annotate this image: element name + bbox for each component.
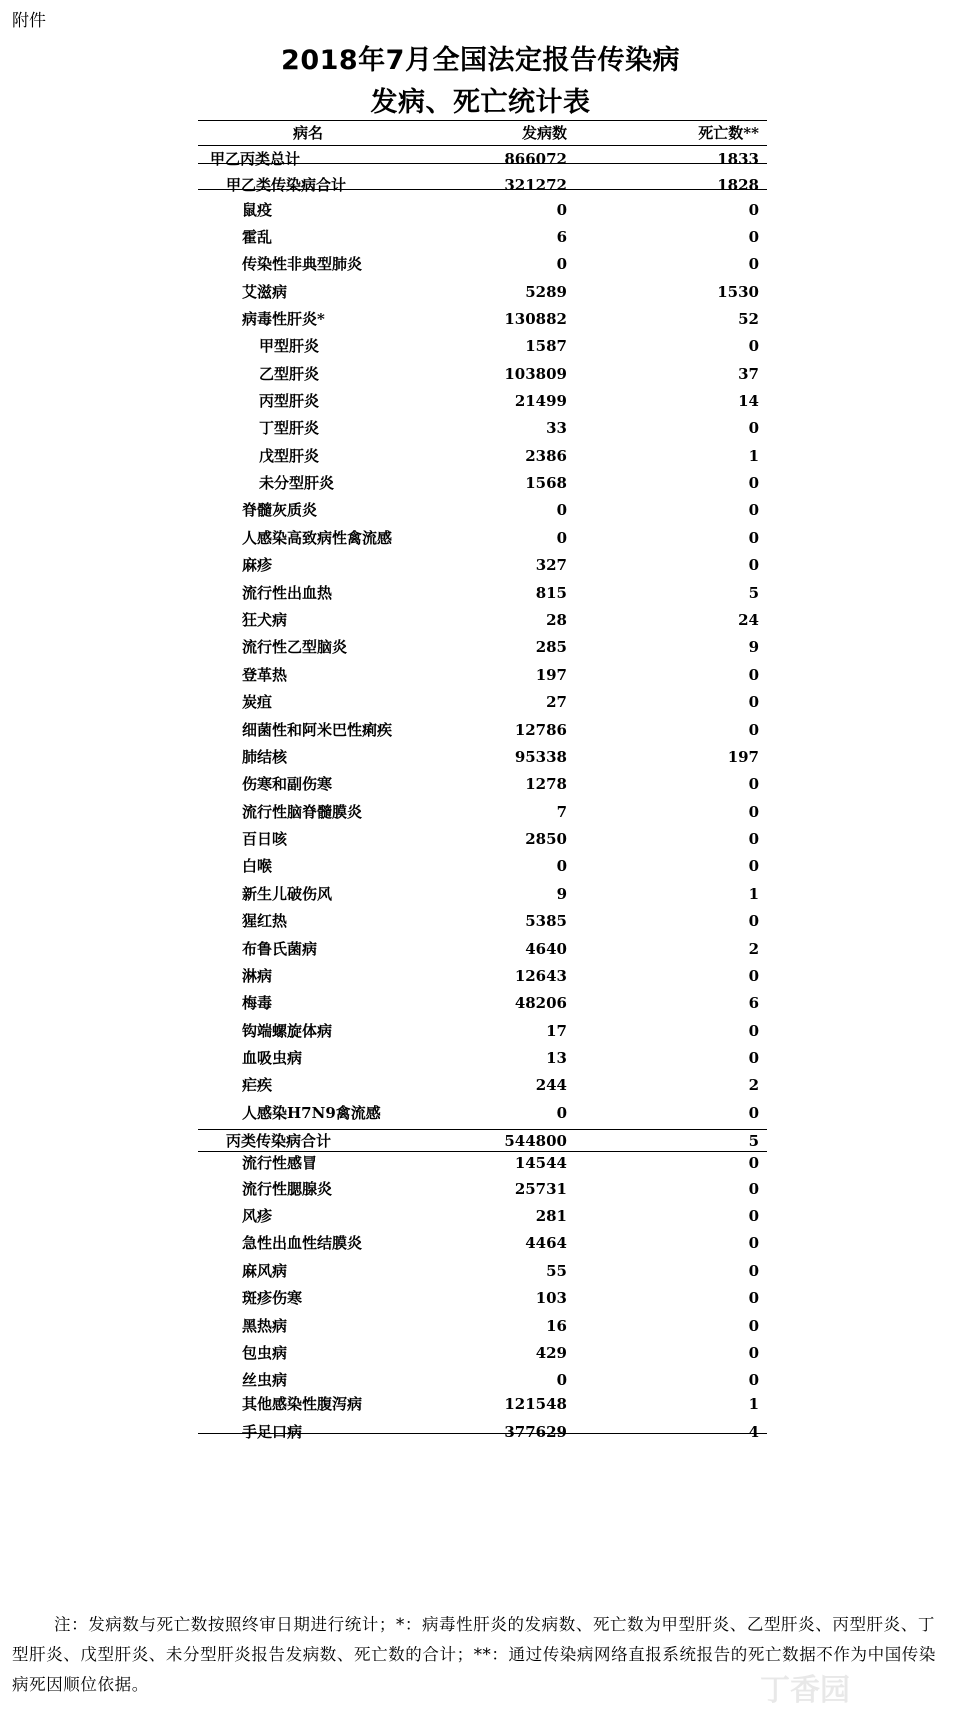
cell-cases: 4640 xyxy=(525,940,567,958)
cell-cases: 1278 xyxy=(525,775,567,793)
cell-cases: 1568 xyxy=(525,474,567,492)
cell-deaths: 0 xyxy=(748,1154,759,1172)
cell-name: 猩红热 xyxy=(242,912,288,930)
cell-deaths: 0 xyxy=(748,1234,759,1252)
watermark: 丁香园 xyxy=(760,1673,850,1708)
cell-name: 人感染高致病性禽流感 xyxy=(242,529,393,547)
rule-before-c-total xyxy=(198,1129,767,1130)
cell-name: 淋病 xyxy=(242,967,273,985)
cell-deaths: 0 xyxy=(748,1207,759,1225)
cell-cases: 13 xyxy=(546,1049,567,1067)
cell-name: 手足口病 xyxy=(242,1423,303,1441)
table-row xyxy=(198,445,767,467)
table-row xyxy=(198,1232,767,1254)
cell-name: 包虫病 xyxy=(242,1344,288,1362)
cell-deaths: 6 xyxy=(748,994,759,1012)
header-cases: 发病数 xyxy=(521,124,567,142)
cell-name: 狂犬病 xyxy=(242,611,288,629)
cell-name: 伤寒和副伤寒 xyxy=(242,775,333,793)
cell-cases: 121548 xyxy=(504,1395,567,1413)
cell-deaths: 0 xyxy=(748,912,759,930)
cell-deaths: 0 xyxy=(748,201,759,219)
cell-name: 甲乙类传染病合计 xyxy=(226,176,347,194)
cell-cases: 14544 xyxy=(514,1154,567,1172)
cell-cases: 244 xyxy=(535,1076,567,1094)
table-row xyxy=(198,1130,767,1152)
cell-name: 脊髓灰质炎 xyxy=(242,501,318,519)
cell-name: 病毒性肝炎* xyxy=(242,310,325,328)
table-top-rule xyxy=(198,120,767,121)
cell-name: 新生儿破伤风 xyxy=(242,885,333,903)
cell-cases: 0 xyxy=(556,1371,567,1389)
page-title-line2: 发病、死亡统计表 xyxy=(370,87,591,118)
cell-deaths: 14 xyxy=(738,392,759,410)
table-row xyxy=(198,910,767,932)
cell-cases: 5289 xyxy=(525,283,567,301)
cell-deaths: 0 xyxy=(748,529,759,547)
table-row xyxy=(198,1047,767,1069)
table-row xyxy=(198,174,767,196)
cell-deaths: 1 xyxy=(748,885,759,903)
table-row xyxy=(198,499,767,521)
cell-name: 传染性非典型肺炎 xyxy=(242,255,363,273)
cell-name: 细菌性和阿米巴性痢疾 xyxy=(242,721,393,739)
cell-cases: 0 xyxy=(556,501,567,519)
cell-deaths: 0 xyxy=(748,255,759,273)
cell-name: 疟疾 xyxy=(242,1076,273,1094)
table-row xyxy=(198,417,767,439)
cell-cases: 12643 xyxy=(514,967,567,985)
cell-name: 钩端螺旋体病 xyxy=(242,1022,333,1040)
cell-name: 梅毒 xyxy=(242,994,273,1012)
rule-after-ab-total xyxy=(198,189,767,190)
cell-name: 戊型肝炎 xyxy=(259,447,320,465)
cell-cases: 815 xyxy=(535,584,567,602)
cell-deaths: 0 xyxy=(748,474,759,492)
cell-deaths: 0 xyxy=(748,693,759,711)
table-header-row xyxy=(198,122,767,144)
cell-deaths: 5 xyxy=(748,1132,759,1150)
table-row xyxy=(198,883,767,905)
cell-name: 麻风病 xyxy=(242,1262,288,1280)
cell-cases: 33 xyxy=(546,419,567,437)
table-row xyxy=(198,363,767,385)
table-row xyxy=(198,148,767,170)
cell-cases: 12786 xyxy=(514,721,567,739)
cell-cases: 0 xyxy=(556,857,567,875)
cell-cases: 0 xyxy=(556,255,567,273)
table-row xyxy=(198,226,767,248)
table-row xyxy=(198,938,767,960)
cell-cases: 4464 xyxy=(525,1234,567,1252)
table-row xyxy=(198,1421,767,1443)
cell-cases: 103809 xyxy=(504,365,567,383)
table-row xyxy=(198,1020,767,1042)
cell-deaths: 0 xyxy=(748,1344,759,1362)
cell-deaths: 0 xyxy=(748,721,759,739)
cell-name: 炭疽 xyxy=(242,693,273,711)
cell-name: 白喉 xyxy=(242,857,273,875)
cell-deaths: 4 xyxy=(748,1423,759,1441)
table-row xyxy=(198,308,767,330)
cell-deaths: 1833 xyxy=(717,150,759,168)
table-row xyxy=(198,992,767,1014)
cell-name: 肺结核 xyxy=(242,748,288,766)
cell-cases: 285 xyxy=(535,638,567,656)
cell-cases: 21499 xyxy=(514,392,567,410)
cell-cases: 103 xyxy=(535,1289,567,1307)
cell-name: 鼠疫 xyxy=(242,201,273,219)
cell-name: 百日咳 xyxy=(242,830,288,848)
table-row xyxy=(198,1074,767,1096)
cell-name: 人感染H7N9禽流感 xyxy=(242,1104,381,1122)
cell-cases: 16 xyxy=(546,1317,567,1335)
cell-deaths: 1 xyxy=(748,447,759,465)
table-row xyxy=(198,582,767,604)
cell-cases: 5385 xyxy=(525,912,567,930)
cell-cases: 2850 xyxy=(525,830,567,848)
cell-deaths: 9 xyxy=(748,638,759,656)
cell-name: 丝虫病 xyxy=(242,1371,288,1389)
cell-cases: 7 xyxy=(556,803,567,821)
cell-deaths: 0 xyxy=(748,1049,759,1067)
cell-deaths: 0 xyxy=(748,556,759,574)
cell-cases: 327 xyxy=(535,556,567,574)
cell-deaths: 0 xyxy=(748,803,759,821)
table-row xyxy=(198,1260,767,1282)
cell-cases: 197 xyxy=(535,666,567,684)
cell-deaths: 0 xyxy=(748,857,759,875)
cell-cases: 6 xyxy=(556,228,567,246)
table-row xyxy=(198,965,767,987)
attachment-label: 附件 xyxy=(12,11,46,31)
table-row xyxy=(198,527,767,549)
cell-cases: 95338 xyxy=(514,748,567,766)
cell-deaths: 5 xyxy=(748,584,759,602)
table-row xyxy=(198,472,767,494)
cell-name: 艾滋病 xyxy=(242,283,288,301)
cell-deaths: 0 xyxy=(748,228,759,246)
cell-name: 丁型肝炎 xyxy=(259,419,320,437)
rule-after-grand-total xyxy=(198,163,767,164)
cell-name: 流行性感冒 xyxy=(242,1154,318,1172)
cell-deaths: 1 xyxy=(748,1395,759,1413)
table-row xyxy=(198,390,767,412)
cell-deaths: 37 xyxy=(738,365,759,383)
cell-cases: 9 xyxy=(556,885,567,903)
cell-name: 未分型肝炎 xyxy=(259,474,335,492)
cell-cases: 866072 xyxy=(504,150,567,168)
cell-name: 麻疹 xyxy=(242,556,273,574)
table-row xyxy=(198,691,767,713)
cell-deaths: 0 xyxy=(748,1104,759,1122)
header-name: 病名 xyxy=(293,124,324,142)
cell-cases: 28 xyxy=(546,611,567,629)
cell-name: 丙型肝炎 xyxy=(259,392,320,410)
table-row xyxy=(198,609,767,631)
table-row xyxy=(198,773,767,795)
table-row xyxy=(198,1369,767,1391)
rule-after-c-total xyxy=(198,1151,767,1152)
table-row xyxy=(198,199,767,221)
cell-name: 血吸虫病 xyxy=(242,1049,303,1067)
cell-cases: 429 xyxy=(535,1344,567,1362)
cell-name: 急性出血性结膜炎 xyxy=(242,1234,363,1252)
cell-name: 流行性乙型脑炎 xyxy=(242,638,348,656)
cell-cases: 377629 xyxy=(504,1423,567,1441)
cell-deaths: 0 xyxy=(748,666,759,684)
cell-name: 流行性脑脊髓膜炎 xyxy=(242,803,363,821)
cell-deaths: 0 xyxy=(748,1022,759,1040)
table-row xyxy=(198,253,767,275)
cell-deaths: 2 xyxy=(748,940,759,958)
cell-deaths: 0 xyxy=(748,1262,759,1280)
cell-name: 黑热病 xyxy=(242,1317,288,1335)
cell-cases: 48206 xyxy=(514,994,567,1012)
table-row xyxy=(198,1287,767,1309)
cell-cases: 281 xyxy=(535,1207,567,1225)
cell-deaths: 1828 xyxy=(717,176,759,194)
cell-name: 甲型肝炎 xyxy=(259,337,320,355)
header-deaths: 死亡数** xyxy=(698,124,759,142)
cell-deaths: 0 xyxy=(748,501,759,519)
cell-deaths: 197 xyxy=(727,748,759,766)
cell-cases: 544800 xyxy=(504,1132,567,1150)
table-row xyxy=(198,636,767,658)
table-row xyxy=(198,855,767,877)
cell-cases: 0 xyxy=(556,201,567,219)
table-row xyxy=(198,1178,767,1200)
cell-cases: 321272 xyxy=(504,176,567,194)
table-row xyxy=(198,554,767,576)
cell-deaths: 0 xyxy=(748,419,759,437)
cell-cases: 27 xyxy=(546,693,567,711)
cell-deaths: 0 xyxy=(748,1317,759,1335)
table-row xyxy=(198,1342,767,1364)
table-row xyxy=(198,1315,767,1337)
table-row xyxy=(198,664,767,686)
table-row xyxy=(198,1393,767,1415)
cell-cases: 0 xyxy=(556,1104,567,1122)
cell-name: 甲乙丙类总计 xyxy=(210,150,301,168)
table-bottom-rule xyxy=(198,1433,767,1434)
cell-name: 流行性腮腺炎 xyxy=(242,1180,333,1198)
cell-deaths: 0 xyxy=(748,1180,759,1198)
cell-name: 斑疹伤寒 xyxy=(242,1289,303,1307)
table-row xyxy=(198,335,767,357)
table-row xyxy=(198,1152,767,1174)
cell-cases: 55 xyxy=(546,1262,567,1280)
table-row xyxy=(198,1205,767,1227)
cell-cases: 2386 xyxy=(525,447,567,465)
cell-deaths: 0 xyxy=(748,337,759,355)
footnote: 注：发病数与死亡数按照终审日期进行统计；*：病毒性肝炎的发病数、死亡数为甲型肝炎、乙型肝炎、丙型肝炎、丁型肝炎、戊型肝炎、未分型肝炎报告发病数、死亡数的合计；**：通过传染病网络直报系统报告的死亡数据不作为中国传染病死因顺位依据。 xyxy=(12,1615,936,1694)
cell-deaths: 0 xyxy=(748,967,759,985)
table-row xyxy=(198,801,767,823)
cell-deaths: 0 xyxy=(748,1371,759,1389)
table-header-rule xyxy=(198,145,767,146)
cell-deaths: 52 xyxy=(738,310,759,328)
cell-deaths: 24 xyxy=(738,611,759,629)
cell-deaths: 1530 xyxy=(717,283,759,301)
table-row xyxy=(198,719,767,741)
cell-name: 霍乱 xyxy=(242,228,273,246)
cell-cases: 1587 xyxy=(525,337,567,355)
cell-cases: 130882 xyxy=(504,310,567,328)
table-row xyxy=(198,281,767,303)
cell-cases: 17 xyxy=(546,1022,567,1040)
cell-name: 丙类传染病合计 xyxy=(226,1132,332,1150)
cell-name: 登革热 xyxy=(242,666,288,684)
cell-name: 流行性出血热 xyxy=(242,584,333,602)
cell-name: 乙型肝炎 xyxy=(259,365,320,383)
table-row xyxy=(198,1102,767,1124)
table-row xyxy=(198,828,767,850)
cell-name: 布鲁氏菌病 xyxy=(242,940,318,958)
cell-deaths: 0 xyxy=(748,1289,759,1307)
cell-deaths: 0 xyxy=(748,775,759,793)
cell-cases: 0 xyxy=(556,529,567,547)
cell-cases: 25731 xyxy=(514,1180,567,1198)
page-title-line1: 2018年7月全国法定报告传染病 xyxy=(281,45,680,76)
cell-deaths: 2 xyxy=(748,1076,759,1094)
cell-name: 风疹 xyxy=(242,1207,273,1225)
cell-name: 其他感染性腹泻病 xyxy=(242,1395,363,1413)
table-row xyxy=(198,746,767,768)
cell-deaths: 0 xyxy=(748,830,759,848)
